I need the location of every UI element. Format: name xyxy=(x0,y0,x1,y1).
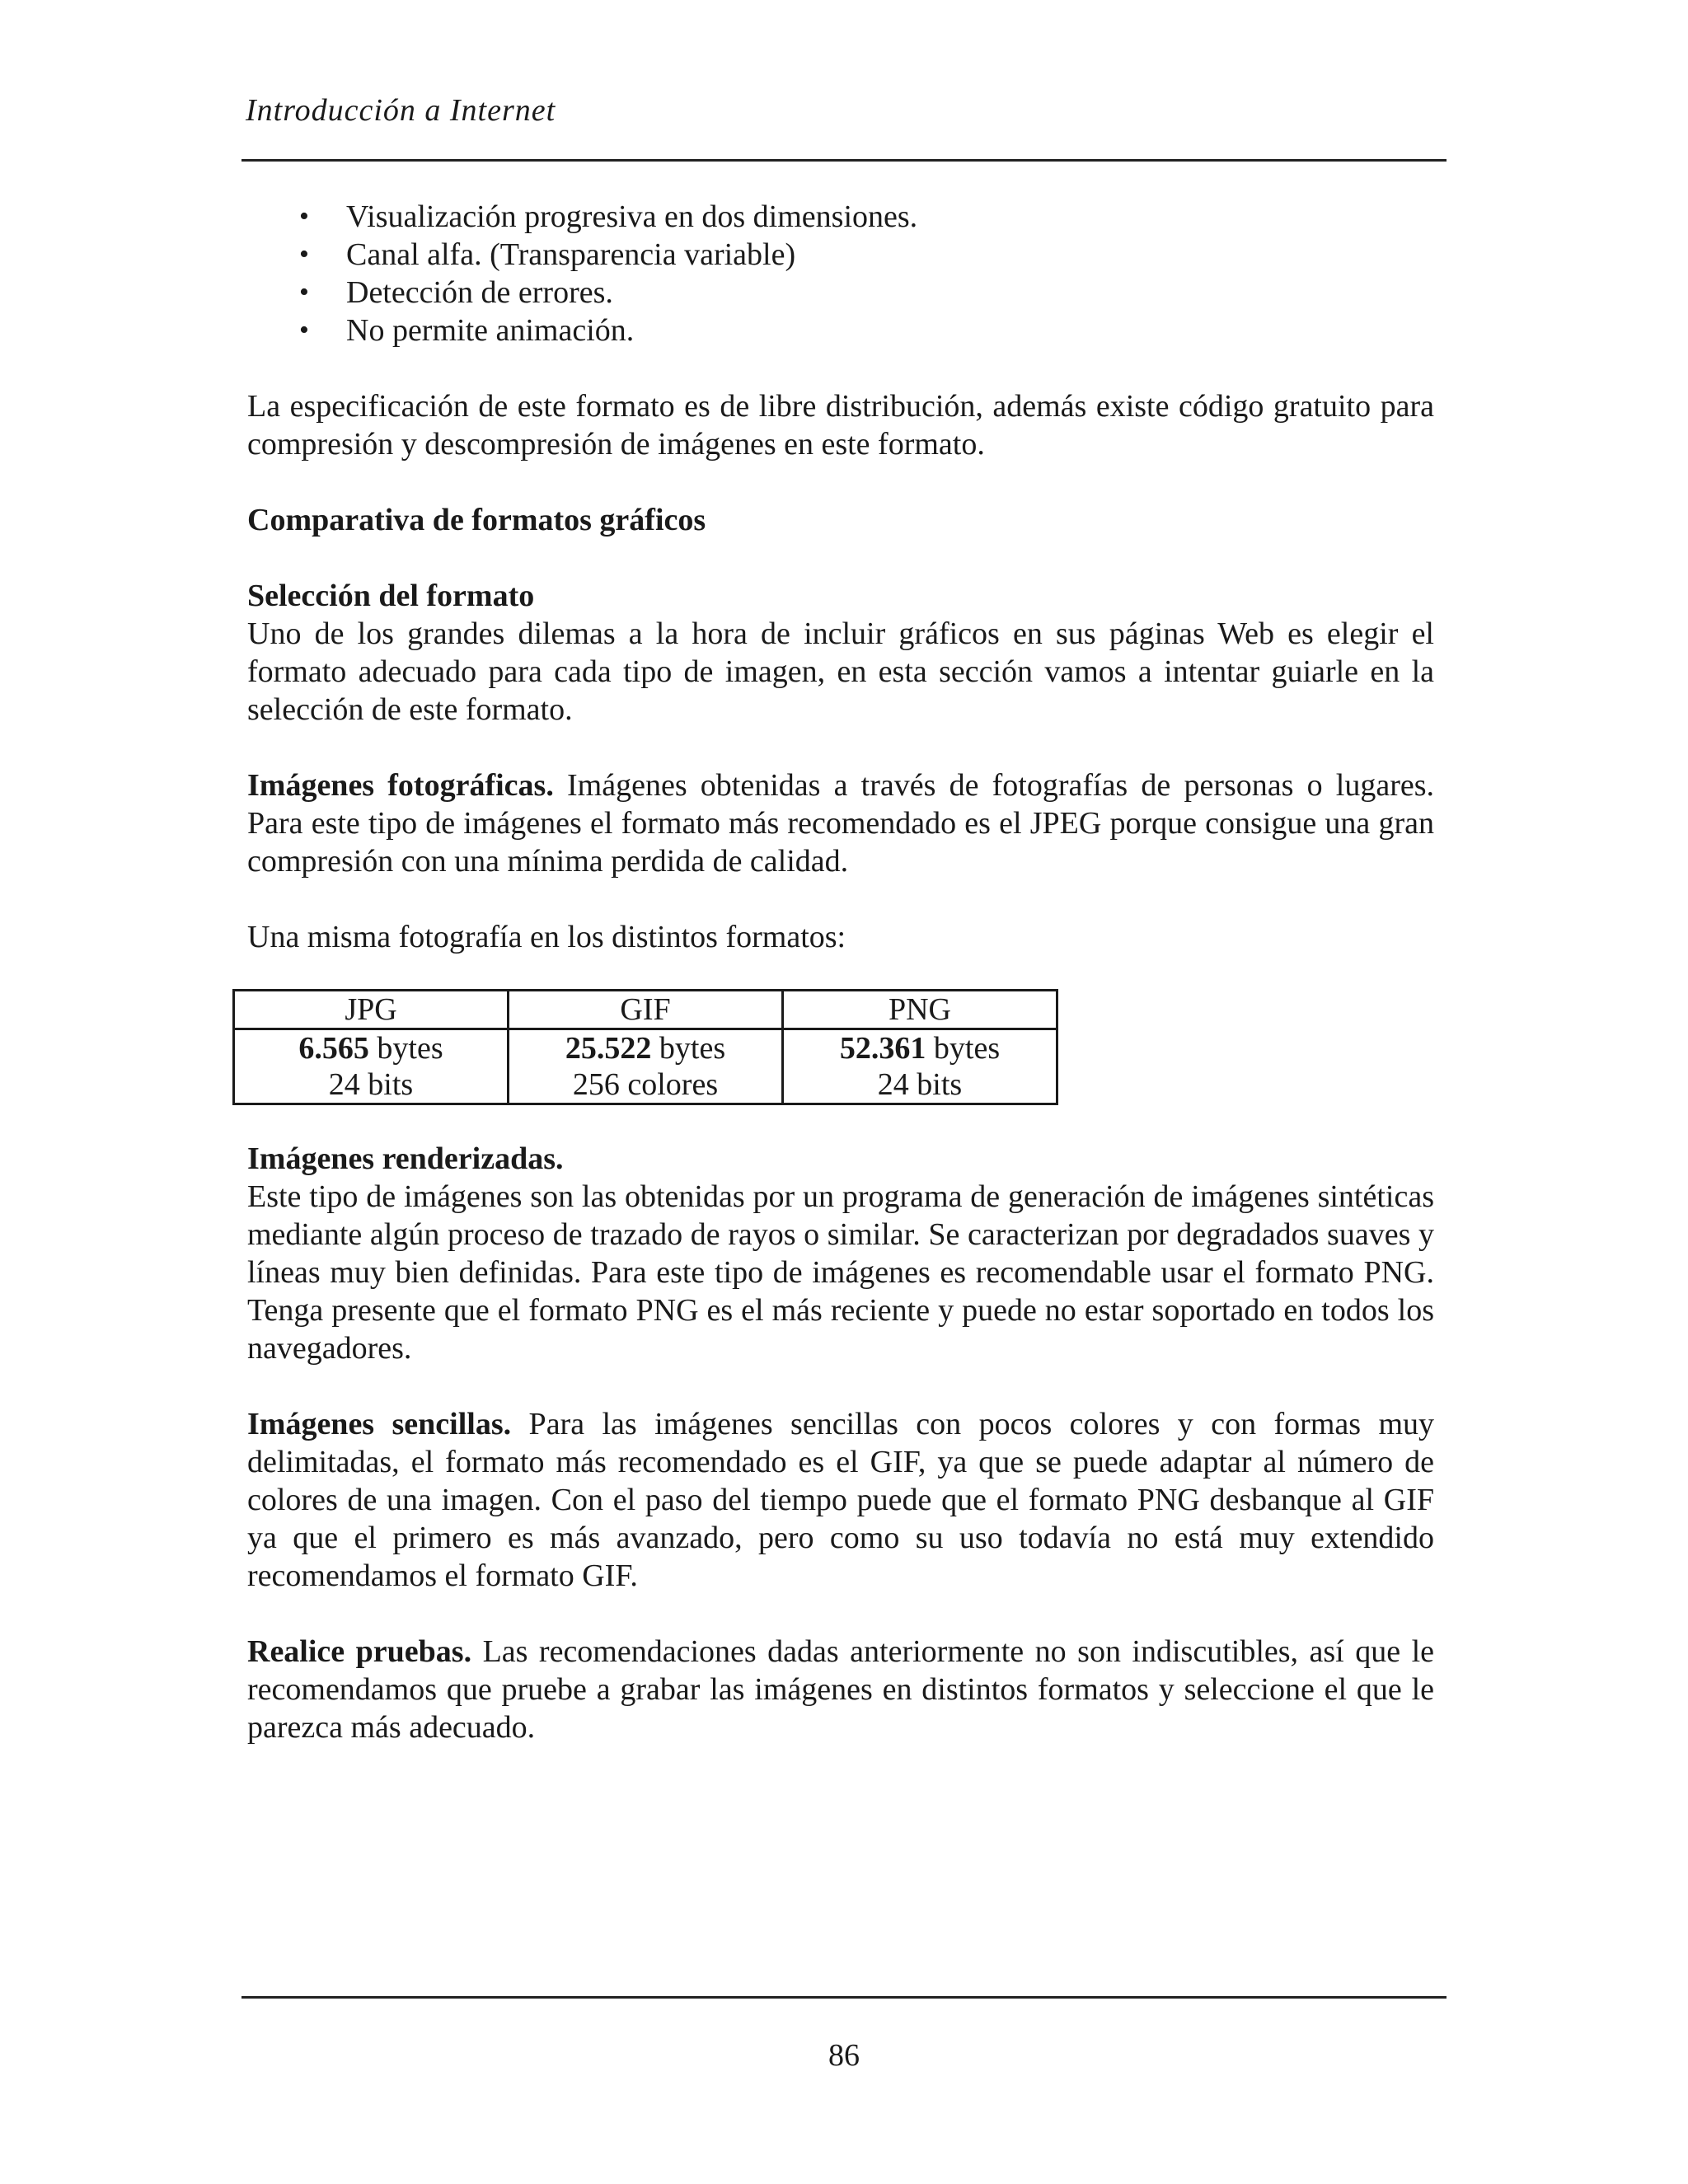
table-caption: Una misma fotografía en los distintos formatos: xyxy=(247,920,846,954)
paragraph-text: Las recomendaciones dadas anteriormente no son indiscutibles, así que le recomendamos que pruebe a grabar las imágenes en distintos formatos y seleccione el que le parezca más adecuado. xyxy=(247,1634,1434,1745)
table-row xyxy=(234,1029,1057,1104)
list-item: • No permite animación. xyxy=(247,312,1434,349)
format-comparison-table xyxy=(232,989,1058,1105)
footer-rule xyxy=(241,1996,1447,1999)
paragraph-lead: Realice pruebas. xyxy=(247,1634,472,1669)
table-header-cell: GIF xyxy=(509,991,783,1029)
file-size-value: 52.361 xyxy=(839,1031,926,1066)
table-cell xyxy=(234,1029,509,1104)
paragraph-text: Imágenes obtenidas a través de fotografías de personas o lugares. Para este tipo de imágenes el formato más recomendado es el JPEG porque consigue una gran compresión con una mínima perdida de calidad. xyxy=(247,768,1435,879)
file-size-value: 6.565 xyxy=(298,1031,369,1066)
file-size-unit: bytes xyxy=(926,1031,1001,1066)
paragraph-text: Para las imágenes sencillas con pocos colores y con formas muy delimitadas, el formato más recomendado es el GIF, ya que se puede adaptar al número de colores de una imagen. Con el paso del tiempo puede que el formato PNG desbanque al GIF ya que el primero es más avanzado, pero como su uso todavía no está muy extendido recomendamos el formato GIF. xyxy=(247,1407,1435,1593)
list-item: • Detección de errores. xyxy=(247,274,1434,312)
section-title: Comparativa de formatos gráficos xyxy=(247,503,706,537)
file-size-unit: bytes xyxy=(651,1031,726,1066)
table-cell xyxy=(509,1029,783,1104)
header-rule xyxy=(241,159,1447,162)
paragraph-spec: La especificación de este formato es de libre distribución, además existe código gratuito para compresión y descompresión de imágenes en este formato. xyxy=(247,389,1434,462)
paragraph-intro: Uno de los grandes dilemas a la hora de incluir gráficos en sus páginas Web es elegir el formato adecuado para cada tipo de imagen, en esta sección vamos a intentar guiarle en la selección de este formato. xyxy=(247,616,1434,727)
table-header-row xyxy=(234,991,1057,1029)
paragraph-lead: Imágenes sencillas. xyxy=(247,1407,512,1441)
table-header-cell: PNG xyxy=(783,991,1057,1029)
paragraph-simple xyxy=(247,1405,1434,1595)
subsection-title: Selección del formato xyxy=(247,579,535,613)
table-header-cell: JPG xyxy=(234,991,509,1029)
color-depth: 24 bits xyxy=(328,1067,414,1102)
feature-list xyxy=(247,198,1434,349)
page-number: 86 xyxy=(828,2038,860,2073)
page-body xyxy=(247,198,1434,1746)
paragraph-photo xyxy=(247,766,1434,880)
color-depth: 24 bits xyxy=(877,1067,963,1102)
list-item: • Visualización progresiva en dos dimensiones. xyxy=(247,198,1434,236)
paragraph-lead: Imágenes fotográficas. xyxy=(247,768,554,803)
file-size-unit: bytes xyxy=(368,1031,443,1066)
rendered-title: Imágenes renderizadas. xyxy=(247,1141,564,1176)
paragraph-tests xyxy=(247,1633,1434,1746)
running-header: Introducción a Internet xyxy=(246,93,556,128)
paragraph-rendered: Este tipo de imágenes son las obtenidas por un programa de generación de imágenes sintéticas mediante algún proceso de trazado de rayos o similar. Se caracterizan por degradados suaves y líneas muy bien definidas. Para este tipo de imágenes es recomendable usar el formato PNG. Tenga presente que el formato PNG es el más reciente y puede no estar soportado en todos los navegadores. xyxy=(247,1179,1434,1366)
color-depth: 256 colores xyxy=(572,1067,719,1102)
table-cell xyxy=(783,1029,1057,1104)
list-item: • Canal alfa. (Transparencia variable) xyxy=(247,236,1434,274)
file-size-value: 25.522 xyxy=(565,1031,652,1066)
